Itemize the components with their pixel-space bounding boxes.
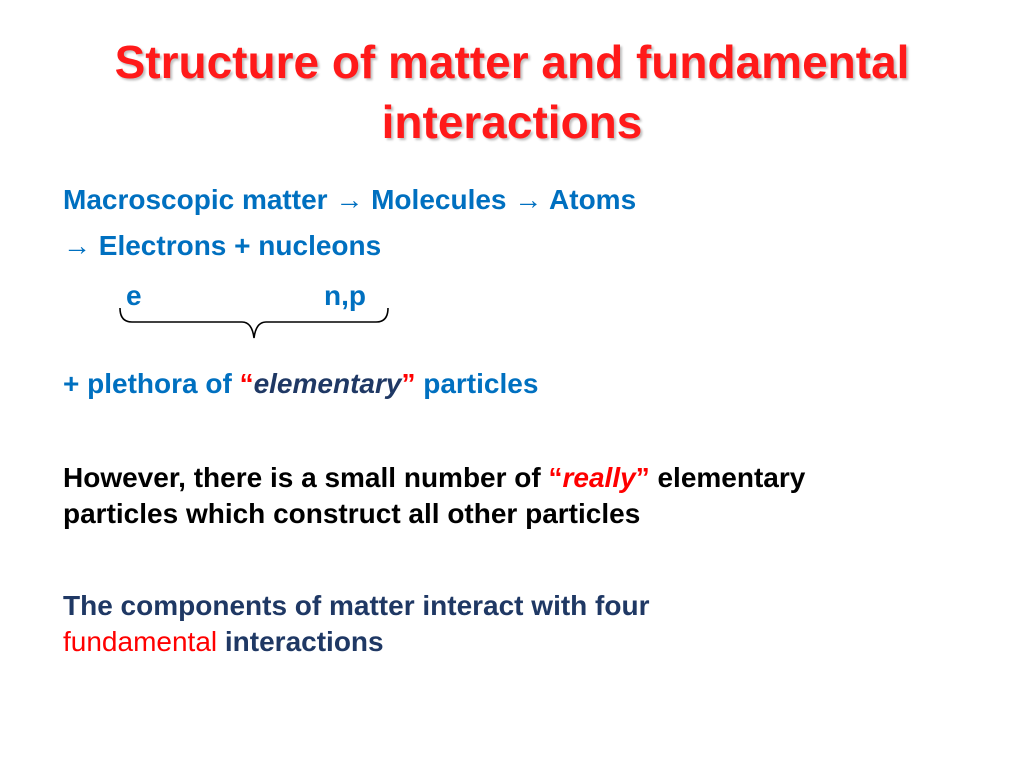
plethora-particles: particles bbox=[415, 368, 539, 399]
chain-macroscopic: Macroscopic matter bbox=[63, 184, 328, 215]
components-line-2 bbox=[63, 624, 384, 660]
close-quote: ” bbox=[401, 368, 416, 399]
arrow-icon: → bbox=[514, 184, 543, 215]
plethora-line bbox=[63, 366, 538, 402]
really-word: really bbox=[562, 462, 636, 493]
elementary-word: elementary bbox=[253, 368, 402, 399]
chain-electrons-nucleons: Electrons + nucleons bbox=[98, 230, 382, 261]
plethora-text: + plethora of bbox=[63, 368, 240, 399]
title-line-1: Structure of matter and fundamental bbox=[114, 36, 910, 88]
interactions-word: interactions bbox=[217, 626, 384, 657]
title-line-2: interactions bbox=[381, 96, 643, 148]
however-text: However, there is a small number of bbox=[63, 462, 549, 493]
close-quote: ” bbox=[635, 462, 650, 493]
curly-brace-icon bbox=[112, 300, 392, 344]
however-elementary: elementary bbox=[649, 462, 806, 493]
open-quote: “ bbox=[548, 462, 563, 493]
arrow-icon: → bbox=[335, 184, 364, 215]
however-line-1 bbox=[63, 460, 805, 496]
however-line-2: particles which construct all other particles bbox=[63, 498, 641, 529]
fundamental-word: fundamental bbox=[63, 626, 218, 657]
open-quote: “ bbox=[239, 368, 254, 399]
components-line-1: The components of matter interact with four bbox=[63, 590, 650, 621]
brace-label-np: n,p bbox=[324, 280, 366, 311]
brace-label-e: e bbox=[126, 280, 142, 311]
chain-atoms: Atoms bbox=[549, 184, 637, 215]
chain-line-1 bbox=[63, 182, 636, 218]
arrow-icon: → bbox=[63, 230, 91, 261]
chain-line-2 bbox=[63, 228, 381, 264]
slide-title bbox=[0, 32, 1024, 152]
chain-molecules: Molecules bbox=[371, 184, 507, 215]
